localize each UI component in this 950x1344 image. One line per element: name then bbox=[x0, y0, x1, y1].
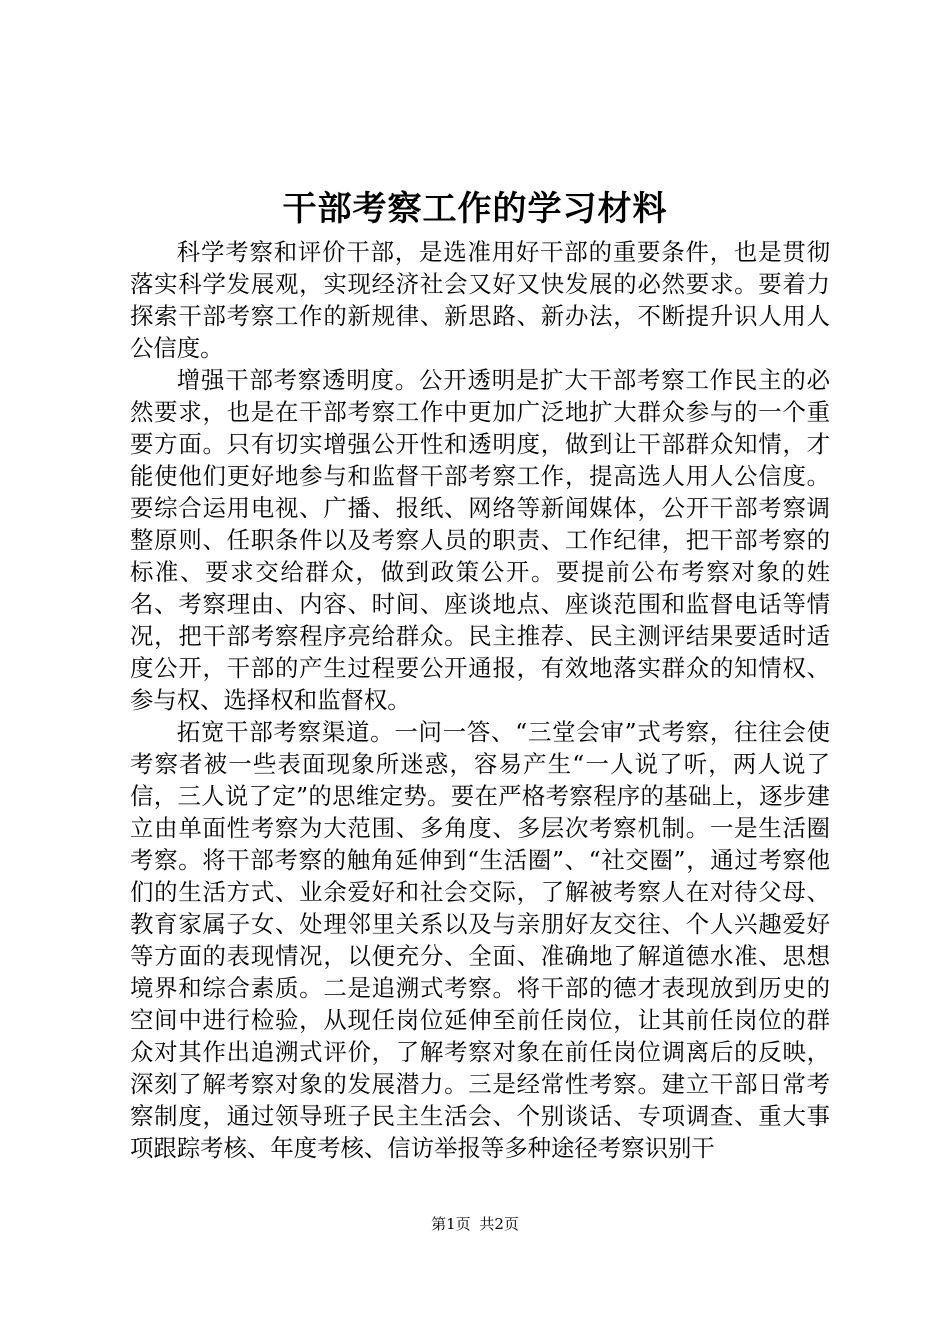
paragraph-1: 科学考察和评价干部，是选准用好干部的重要条件，也是贯彻落实科学发展观，实现经济社会又好又快发展的必然要求。要着力探索干部考察工作的新规律、新思路、新办法，不断提升识人用人公信度。 bbox=[130, 238, 830, 362]
document-title: 干部考察工作的学习材料 bbox=[282, 189, 668, 229]
page-footer: 第1页 共2页 bbox=[431, 1215, 519, 1233]
paragraph-3: 拓宽干部考察渠道。一问一答、“三堂会审”式考察，往往会使考察者被一些表面现象所迷惑，容易产生“一人说了听，两人说了信，三人说了定”的思维定势。要在严格考察程序的基础上，逐步建立由单面性考察为大范围、多角度、多层次考察机制。一是生活圈考察。将干部考察的触角延伸到“生活圈”、“社交圈”，通过考察他们的生活方式、业余爱好和社会交际，了解被考察人在对待父母、教育家属子女、处理邻里关系以及与亲朋好友交往、个人兴趣爱好等方面的表现情况，以便充分、全面、准确地了解道德水准、思想境界和综合素质。二是追溯式考察。将干部的德才表现放到历史的空间中进行检验，从现任岗位延伸至前任岗位，让其前任岗位的群众对其作出追溯式评价，了解考察对象在前任岗位调离后的反映，深刻了解考察对象的发展潜力。三是经常性考察。建立干部日常考察制度，通过领导班子民主生活会、个别谈话、专项调查、重大事项跟踪考核、年度考核、信访举报等多种途径考察识别干 bbox=[130, 718, 830, 1162]
document-body bbox=[130, 236, 830, 1164]
paragraph-2: 增强干部考察透明度。公开透明是扩大干部考察工作民主的必然要求，也是在干部考察工作中更加广泛地扩大群众参与的一个重要方面。只有切实增强公开性和透明度，做到让干部群众知情，才能使他们更好地参与和监督干部考察工作，提高选人用人公信度。要综合运用电视、广播、报纸、网络等新闻媒体，公开干部考察调整原则、任职条件以及考察人员的职责、工作纪律，把干部考察的标准、要求交给群众，做到政策公开。要提前公布考察对象的姓名、考察理由、内容、时间、座谈地点、座谈范围和监督电话等情况，把干部考察程序亮给群众。民主推荐、民主测评结果要适时适度公开，干部的产生过程要公开通报，有效地落实群众的知情权、参与权、选择权和监督权。 bbox=[130, 366, 830, 714]
